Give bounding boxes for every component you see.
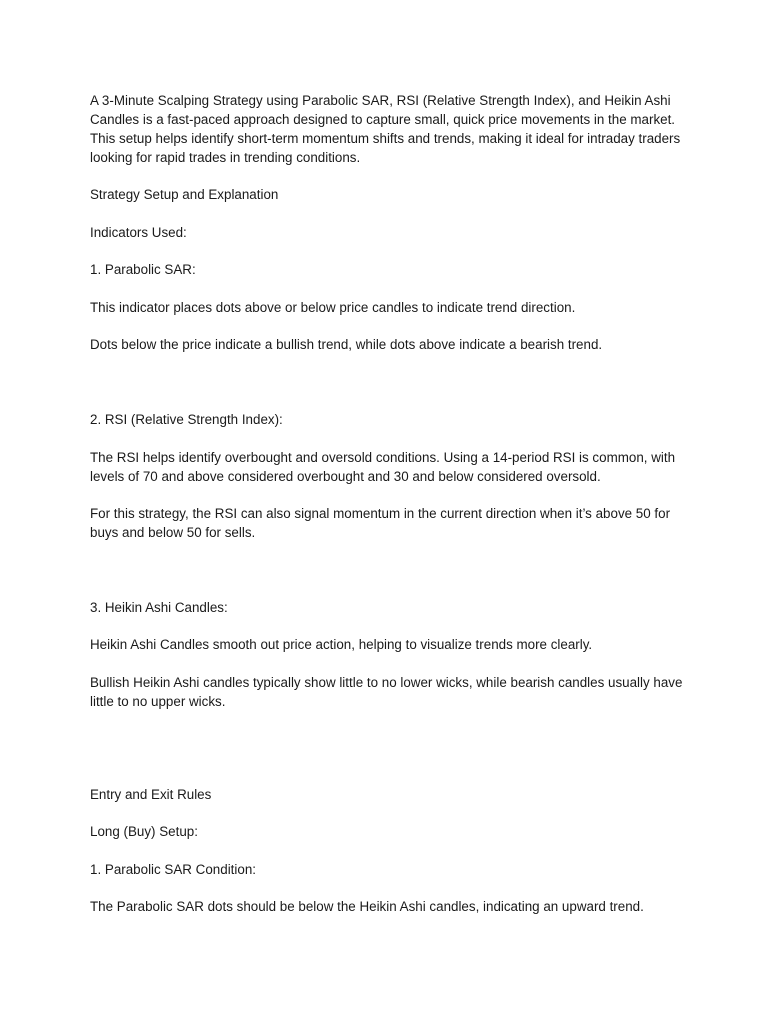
section-heading-strategy-setup: Strategy Setup and Explanation — [90, 187, 279, 203]
rsi-description: The RSI helps identify overbought and oversold conditions. Using a 14-period RSI is common, with levels of 70 and above considered overbought and 30 and below considered oversold. — [90, 449, 676, 484]
subheading-indicators-used: Indicators Used: — [90, 224, 187, 240]
section-heading-entry-exit: Entry and Exit Rules — [90, 786, 212, 802]
list-item-parabolic-sar: 1. Parabolic SAR: — [90, 262, 196, 278]
list-item-heikin-ashi: 3. Heikin Ashi Candles: — [90, 599, 228, 615]
heikin-ashi-wick-note: Bullish Heikin Ashi candles typically show little to no lower wicks, while bearish candles usually have little to no upper wicks. — [90, 674, 683, 709]
rsi-momentum-note: For this strategy, the RSI can also signal momentum in the current direction when it’s above 50 for buys and below 50 for sells. — [90, 506, 671, 540]
parabolic-sar-trend-note: Dots below the price indicate a bullish trend, while dots above indicate a bearish trend. — [90, 337, 603, 353]
subheading-long-setup: Long (Buy) Setup: — [90, 824, 198, 840]
parabolic-sar-condition-text: The Parabolic SAR dots should be below the Heikin Ashi candles, indicating an upward trend. — [90, 899, 644, 915]
intro-paragraph: A 3-Minute Scalping Strategy using Parabolic SAR, RSI (Relative Strength Index), and Heikin Ashi Candles is a fast-paced approach designed to capture small, quick price movements in the market. This setup helps identify short-term momentum shifts and trends, making it ideal for intraday traders looking for rapid trades in trending conditions. — [90, 93, 681, 165]
list-item-rsi: 2. RSI (Relative Strength Index): — [90, 412, 283, 428]
heikin-ashi-description: Heikin Ashi Candles smooth out price action, helping to visualize trends more clearly. — [90, 637, 593, 653]
list-item-parabolic-sar-condition: 1. Parabolic SAR Condition: — [90, 861, 256, 877]
document-body — [90, 92, 690, 936]
parabolic-sar-description: This indicator places dots above or below price candles to indicate trend direction. — [90, 299, 576, 315]
